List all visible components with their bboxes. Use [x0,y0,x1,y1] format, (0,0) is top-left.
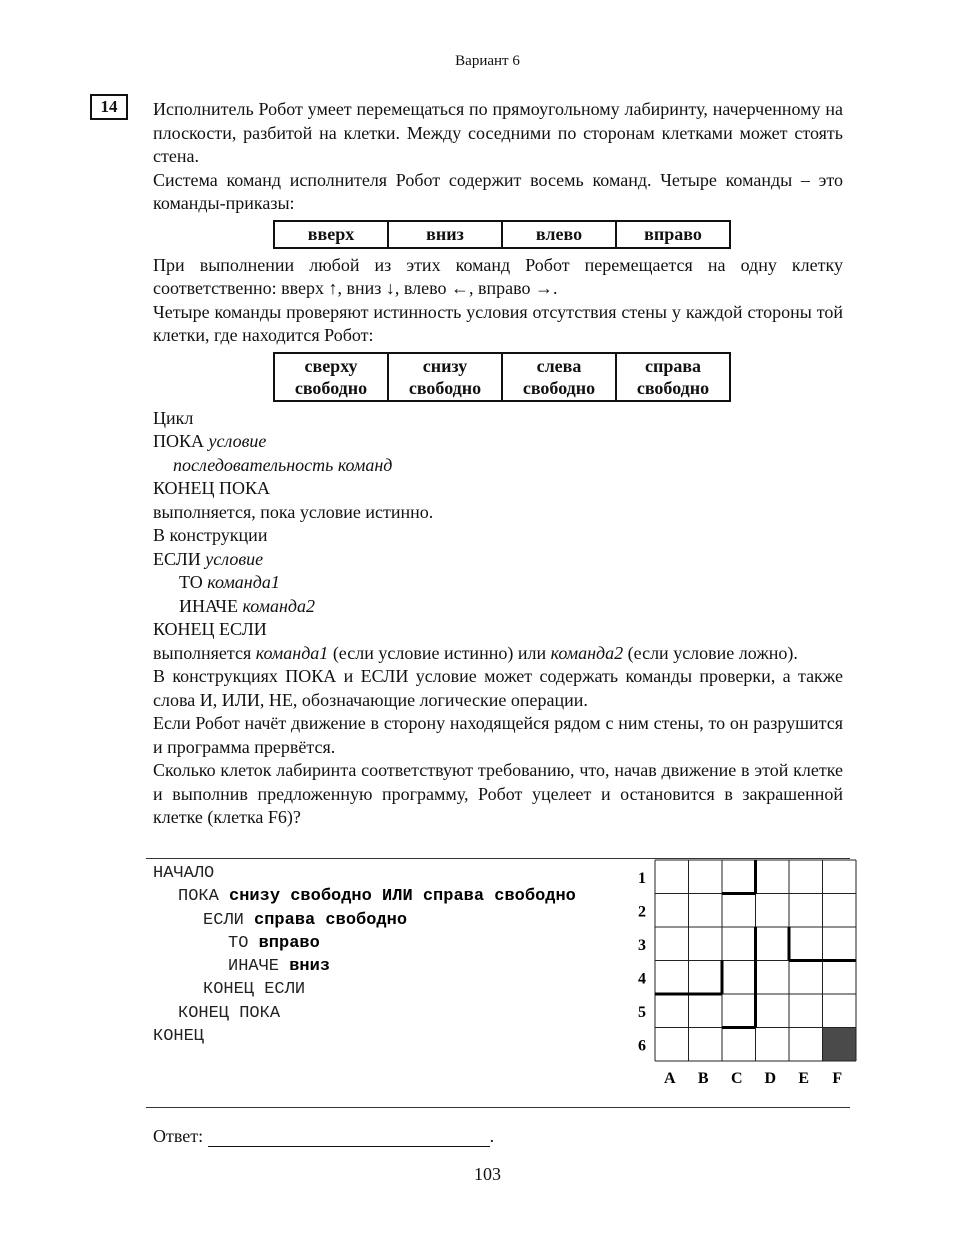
question-paragraph: Сколько клеток лабиринта соответствуют требованию, что, начав движение в этой клетке и выполнив предложенную программу, Робот уцелеет и остановится в закрашенной клетке (клетка F6)? [153,760,843,827]
if-description: выполняется команда1 (если условие истинно) или команда2 (если условие ложно). [153,642,798,663]
intro-paragraph-1: Исполнитель Робот умеет перемещаться по прямоугольному лабиринту, начерченному на плоскости, разбитой на клетки. Между соседними по сторонам клетками может стоять стена. [153,99,843,166]
col-label: B [697,1070,709,1087]
check-top: сверху свободно [274,353,388,401]
check-left: слева свободно [502,353,616,401]
variant-header: Вариант 6 [455,53,520,69]
task-number-box: 14 [90,94,128,120]
loop-description: Цикл ПОКА условие последовательность команд КОНЕЦ ПОКА выполняется, пока условие истинно. В конструкции ЕСЛИ условие ТО команда1 ИНАЧЕ команда2 КОНЕЦ ЕСЛИ [153,407,434,639]
divider-bottom [146,1107,850,1108]
maze-labels [638,870,842,1087]
col-label: A [663,1070,676,1087]
intro-paragraph-2: Система команд исполнителя Робот содержит восемь команд. Четыре команды – это команды-приказы: [153,169,843,213]
cmd-left: влево [502,221,616,248]
moves-paragraph: При выполнении любой из этих команд Робот перемещается на одну клетку соответственно: вверх ↑, вниз ↓, влево ←, вправо →. [153,254,843,298]
check-commands-table [273,352,731,402]
tail-paragraph-1: В конструкциях ПОКА и ЕСЛИ условие может содержать команды проверки, а также слова И, ИЛИ, НЕ, обозначающие логические операции. [153,666,843,710]
answer-input[interactable] [208,1128,490,1147]
check-right: справа свободно [616,353,730,401]
cmd-right: вправо [616,221,730,248]
maze-grid [625,855,860,1090]
program-listing: НАЧАЛО ПОКА снизу свободно ИЛИ справа свободно ЕСЛИ справа свободно ТО вправо ИНАЧЕ вниз КОНЕЦ ЕСЛИ КОНЕЦ ПОКА КОНЕЦ [153,864,576,1047]
move-commands-table [273,220,731,249]
col-label: E [798,1070,810,1087]
row-label: 3 [638,936,646,954]
checks-paragraph: Четыре команды проверяют истинность условия отсутствия стены у каждой стороны той клетки, где находится Робот: [153,301,843,345]
row-label: 6 [638,1037,646,1055]
cmd-down: вниз [388,221,502,248]
page-number: 103 [474,1164,501,1184]
col-label: D [764,1070,777,1087]
row-label: 1 [638,869,646,887]
task-text [153,98,843,830]
check-bottom: снизу свободно [388,353,502,401]
cmd-up: вверх [274,221,388,248]
filled-cell [823,1028,857,1062]
row-label: 4 [638,970,646,988]
col-label: C [730,1070,743,1087]
row-label: 2 [638,903,646,921]
row-label: 5 [638,1003,646,1021]
answer-line: Ответ: . [153,1126,495,1146]
tail-paragraph-2: Если Робот начёт движение в сторону находящейся рядом с ним стены, то он разрушится и программа прервётся. [153,713,843,757]
col-label: F [832,1070,843,1087]
maze-walls [655,860,856,1028]
